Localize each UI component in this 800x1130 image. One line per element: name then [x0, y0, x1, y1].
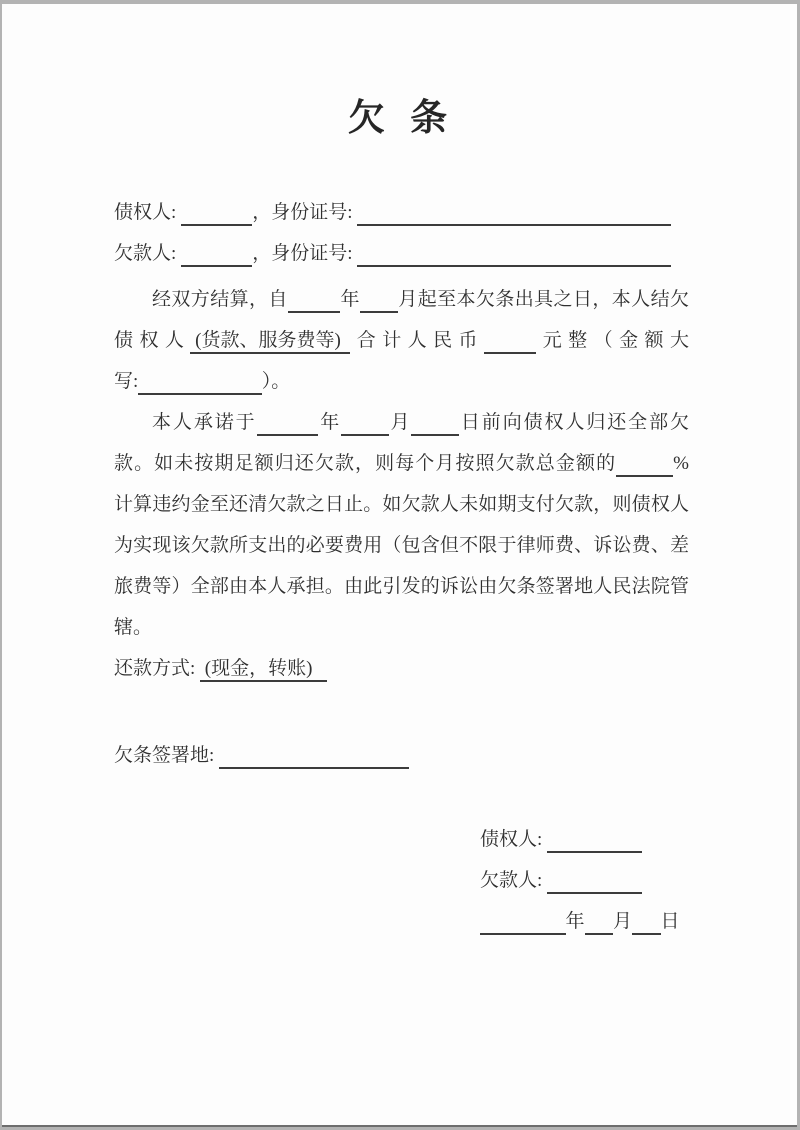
date-year-blank — [480, 910, 566, 935]
settlement-line-3 — [114, 361, 689, 402]
promise-line-5 — [114, 566, 689, 607]
amount-words-label: 写: — [114, 371, 139, 392]
close-paren-text: ）。 — [261, 371, 291, 392]
settlement-line-1 — [114, 279, 689, 320]
document-content — [2, 96, 797, 942]
section-para1 — [114, 279, 689, 402]
creditor-signature-label: 债权人: — [480, 829, 548, 850]
date-month-blank — [585, 910, 614, 935]
due-month-label: 月 — [388, 412, 412, 433]
creditor-signature-blank — [547, 828, 642, 853]
section-header — [114, 192, 689, 274]
promise-line-4 — [114, 525, 689, 566]
due-day-blank — [411, 411, 459, 436]
debtor-name-blank — [181, 242, 252, 267]
debt-type-underlined: (货款、服务费等) — [190, 329, 350, 354]
debtor-signature-line — [480, 860, 689, 901]
creditor-line — [114, 192, 689, 233]
settlement-line-2 — [114, 320, 689, 361]
start-year-blank — [288, 288, 340, 313]
amount-blank — [484, 329, 536, 354]
year-label: 年 — [340, 289, 360, 310]
penalty-text-cont: 计算违约金至还清欠款之日止。如欠款人未如期支付欠款，则债权人 — [114, 494, 689, 515]
costs-text-cont: 旅费等）全部由本人承担。由此引发的诉讼由欠条签署地人民法院管 — [114, 576, 689, 597]
start-month-blank — [360, 288, 398, 313]
creditor-label: 债权人: — [114, 202, 182, 223]
section-repay — [114, 648, 689, 689]
creditor-signature-line — [480, 819, 689, 860]
section-para2 — [114, 402, 689, 648]
due-month-blank — [341, 411, 389, 436]
due-year-blank — [257, 411, 319, 436]
date-month-label: 月 — [613, 911, 633, 932]
amount-suffix-text: 元整（金额大 — [536, 330, 689, 351]
amount-words-blank — [138, 370, 262, 395]
promise-line-3 — [114, 484, 689, 525]
section-sign-place — [114, 735, 689, 776]
debtor-id-label: ，身份证号: — [252, 243, 358, 264]
repayment-method-value: (现金，转账) — [200, 657, 327, 682]
promise-line-6 — [114, 607, 689, 648]
date-line — [480, 901, 689, 942]
penalty-text: 款。如未按期足额归还欠款，则每个月按照欠款总金额的 — [114, 453, 617, 474]
promise-line-2 — [114, 443, 689, 484]
date-day-label: 日 — [660, 911, 680, 932]
owed-to-text: 债权人 — [114, 330, 191, 351]
debtor-line — [114, 233, 689, 274]
signing-place-label: 欠条签署地: — [114, 745, 220, 766]
section-signature — [114, 819, 689, 942]
penalty-rate-blank — [616, 452, 673, 477]
debtor-signature-label: 欠款人: — [480, 870, 548, 891]
debtor-id-blank — [357, 242, 671, 267]
document-page — [2, 4, 797, 1125]
promise-line-1 — [114, 402, 689, 443]
creditor-id-label: ，身份证号: — [252, 202, 358, 223]
percent-sign: % — [673, 453, 689, 474]
costs-text: 为实现该欠款所支出的必要费用（包含但不限于律师费、诉讼费、差 — [114, 535, 689, 556]
promise-text-cont: 日前向债权人归还全部欠 — [458, 412, 689, 433]
date-year-label: 年 — [565, 911, 585, 932]
signing-place-blank — [219, 744, 409, 769]
repayment-method-line — [114, 648, 689, 689]
document-title: 欠 条 — [347, 98, 456, 139]
creditor-id-blank — [357, 201, 671, 226]
debtor-label: 欠款人: — [114, 243, 182, 264]
settlement-text: 经双方结算，自 — [152, 289, 288, 310]
debtor-signature-blank — [547, 869, 642, 894]
creditor-name-blank — [181, 201, 252, 226]
signing-place-line — [114, 735, 689, 776]
repayment-method-label: 还款方式: — [114, 658, 201, 679]
promise-text: 本人承诺于 — [152, 412, 257, 433]
due-year-label: 年 — [318, 412, 342, 433]
jurisdiction-text-end: 辖。 — [114, 617, 153, 638]
total-text: 合计人民币 — [350, 330, 485, 351]
date-day-blank — [632, 910, 661, 935]
settlement-text-cont: 月起至本欠条出具之日，本人结欠 — [397, 289, 689, 310]
document-body — [114, 192, 689, 942]
